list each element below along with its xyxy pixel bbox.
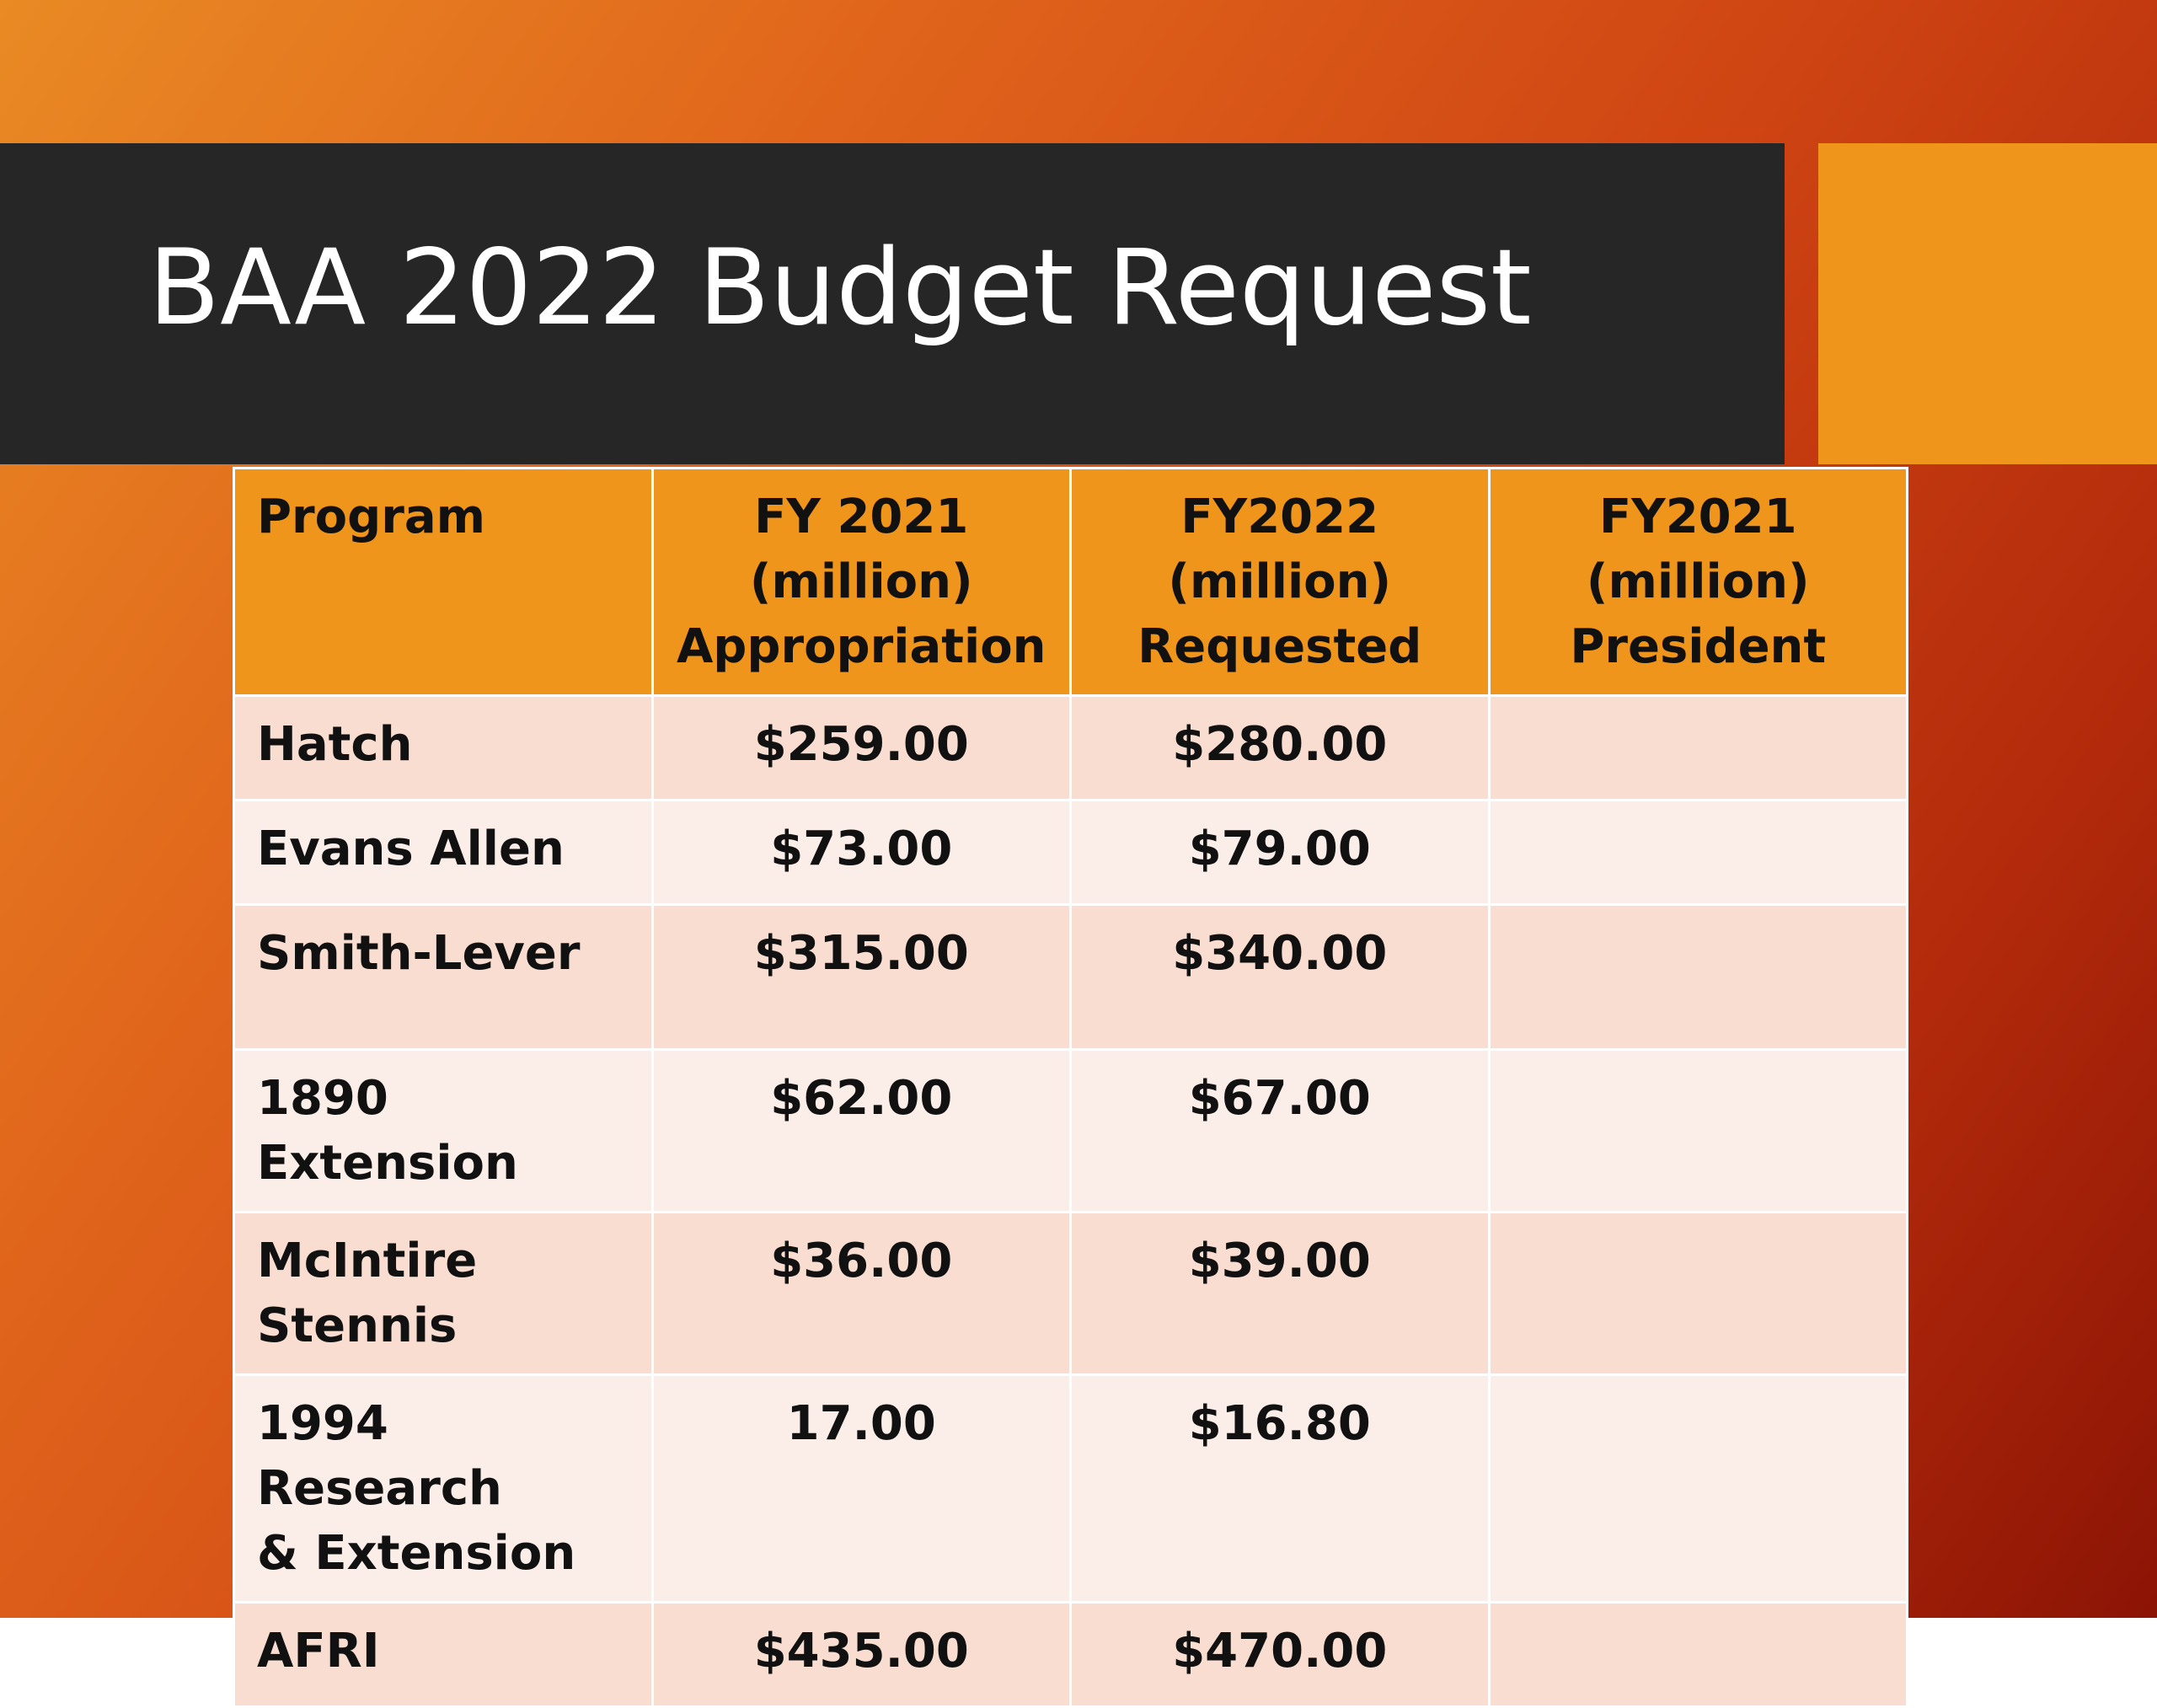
table-row (234, 1603, 1908, 1707)
program-name-line2: Extension (257, 1136, 518, 1191)
accent-block (1818, 143, 2157, 464)
header-fy2021-appropriation (652, 468, 1071, 696)
slide-title: BAA 2022 Budget Request (148, 228, 1532, 349)
president-cell (1489, 1050, 1908, 1213)
fy2022-cell: $67.00 (1071, 1050, 1490, 1213)
table-row (234, 800, 1908, 905)
fy2021-cell: $259.00 (652, 696, 1071, 800)
header-row (234, 468, 1908, 696)
program-cell (234, 1050, 653, 1213)
header-line: (million) (1168, 554, 1392, 609)
fy2022-cell: $16.80 (1071, 1375, 1490, 1603)
fy2022-cell: $280.00 (1071, 696, 1490, 800)
fy2021-cell: 17.00 (652, 1375, 1071, 1603)
header-line: FY 2021 (754, 490, 969, 544)
header-program (234, 468, 653, 696)
program-name: AFRI (257, 1624, 380, 1679)
fy2021-cell: $36.00 (652, 1213, 1071, 1375)
header-line: FY2022 (1180, 490, 1379, 544)
president-cell (1489, 905, 1908, 1050)
president-cell (1489, 1375, 1908, 1603)
program-name-line2: & Extension (257, 1526, 576, 1581)
header-line: Program (257, 490, 485, 544)
program-name-line2: Stennis (257, 1298, 458, 1353)
budget-table (233, 467, 1908, 1708)
program-name: Smith-Lever (257, 926, 581, 981)
program-cell (234, 1213, 653, 1375)
program-cell (234, 696, 653, 800)
table-row (234, 905, 1908, 1050)
program-cell (234, 1603, 653, 1707)
header-line: FY2021 (1598, 490, 1797, 544)
header-fy2021-president (1489, 468, 1908, 696)
program-name: 1890 (257, 1071, 388, 1126)
table-row (234, 696, 1908, 800)
fy2021-cell: $435.00 (652, 1603, 1071, 1707)
header-line: Appropriation (676, 619, 1046, 674)
header-line: (million) (1586, 554, 1810, 609)
fy2022-cell: $39.00 (1071, 1213, 1490, 1375)
table-row (234, 1050, 1908, 1213)
fy2021-cell: $62.00 (652, 1050, 1071, 1213)
program-cell (234, 800, 653, 905)
header-line: (million) (749, 554, 973, 609)
header-line: Requested (1137, 619, 1422, 674)
program-name: 1994 Research (257, 1396, 502, 1516)
program-cell (234, 905, 653, 1050)
header-line: President (1570, 619, 1827, 674)
president-cell (1489, 696, 1908, 800)
program-name: McIntire (257, 1234, 478, 1288)
fy2022-cell: $340.00 (1071, 905, 1490, 1050)
program-cell (234, 1375, 653, 1603)
header-fy2022-requested (1071, 468, 1490, 696)
program-name: Hatch (257, 717, 413, 772)
fy2022-cell: $470.00 (1071, 1603, 1490, 1707)
table-row (234, 1213, 1908, 1375)
fy2022-cell: $79.00 (1071, 800, 1490, 905)
fy2021-cell: $315.00 (652, 905, 1071, 1050)
program-name: Evans Allen (257, 822, 565, 876)
president-cell (1489, 1603, 1908, 1707)
fy2021-cell: $73.00 (652, 800, 1071, 905)
president-cell (1489, 1213, 1908, 1375)
table-row (234, 1375, 1908, 1603)
president-cell (1489, 800, 1908, 905)
